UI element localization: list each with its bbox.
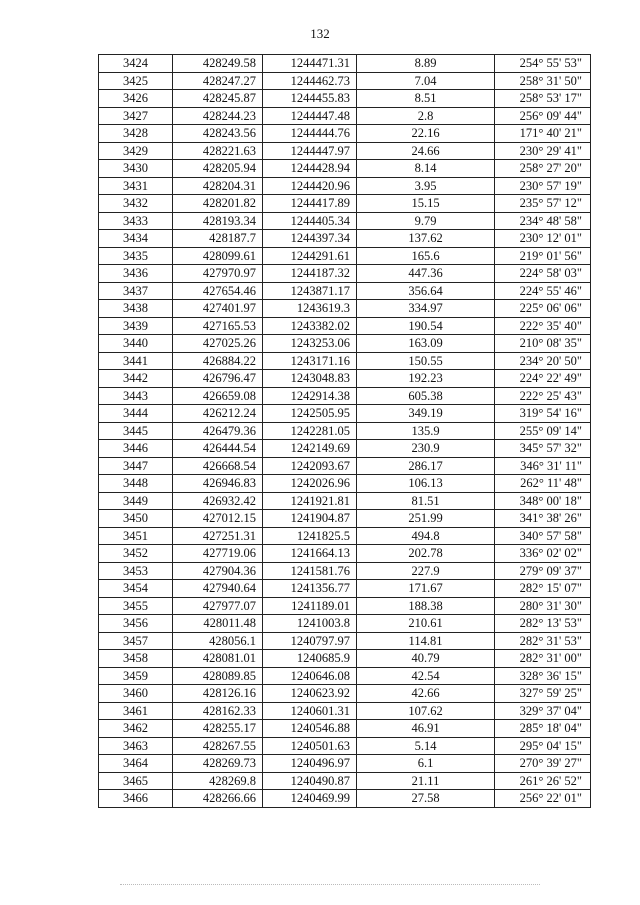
cell-distance: 5.14 [357, 737, 495, 755]
cell-bearing: 222° 35' 40" [495, 317, 591, 335]
cell-y-coordinate: 1243619.3 [263, 300, 357, 318]
cell-y-coordinate: 1241189.01 [263, 597, 357, 615]
table-row [99, 300, 591, 318]
cell-point-number: 3462 [99, 720, 173, 738]
cell-y-coordinate: 1243253.06 [263, 335, 357, 353]
table-row [99, 72, 591, 90]
cell-bearing: 254° 55' 53" [495, 55, 591, 73]
table-row [99, 387, 591, 405]
cell-bearing: 256° 09' 44" [495, 107, 591, 125]
cell-bearing: 224° 22' 49" [495, 370, 591, 388]
cell-bearing: 329° 37' 04" [495, 702, 591, 720]
cell-y-coordinate: 1244444.76 [263, 125, 357, 143]
cell-x-coordinate: 427977.07 [173, 597, 263, 615]
cell-distance: 605.38 [357, 387, 495, 405]
cell-distance: 227.9 [357, 562, 495, 580]
cell-bearing: 258° 31' 50" [495, 72, 591, 90]
cell-x-coordinate: 428245.87 [173, 90, 263, 108]
cell-distance: 2.8 [357, 107, 495, 125]
cell-x-coordinate: 428243.56 [173, 125, 263, 143]
cell-distance: 165.6 [357, 247, 495, 265]
cell-x-coordinate: 428201.82 [173, 195, 263, 213]
cell-point-number: 3425 [99, 72, 173, 90]
cell-distance: 251.99 [357, 510, 495, 528]
cell-y-coordinate: 1243382.02 [263, 317, 357, 335]
cell-point-number: 3452 [99, 545, 173, 563]
table-row [99, 527, 591, 545]
cell-bearing: 345° 57' 32" [495, 440, 591, 458]
table-row [99, 177, 591, 195]
cell-bearing: 336° 02' 02" [495, 545, 591, 563]
cell-point-number: 3439 [99, 317, 173, 335]
cell-x-coordinate: 426444.54 [173, 440, 263, 458]
cell-x-coordinate: 427012.15 [173, 510, 263, 528]
cell-x-coordinate: 427165.53 [173, 317, 263, 335]
cell-x-coordinate: 428221.63 [173, 142, 263, 160]
cell-y-coordinate: 1240646.08 [263, 667, 357, 685]
cell-y-coordinate: 1244447.48 [263, 107, 357, 125]
cell-bearing: 261° 26' 52" [495, 772, 591, 790]
cell-x-coordinate: 427025.26 [173, 335, 263, 353]
table-row [99, 405, 591, 423]
cell-y-coordinate: 1242281.05 [263, 422, 357, 440]
cell-x-coordinate: 426932.42 [173, 492, 263, 510]
cell-x-coordinate: 428255.17 [173, 720, 263, 738]
cell-y-coordinate: 1242914.38 [263, 387, 357, 405]
page-number: 132 [310, 26, 330, 41]
cell-point-number: 3445 [99, 422, 173, 440]
cell-x-coordinate: 427940.64 [173, 580, 263, 598]
cell-bearing: 282° 31' 00" [495, 650, 591, 668]
cell-x-coordinate: 426946.83 [173, 475, 263, 493]
table-row [99, 737, 591, 755]
cell-bearing: 258° 53' 17" [495, 90, 591, 108]
table-row [99, 107, 591, 125]
table-row [99, 335, 591, 353]
cell-point-number: 3426 [99, 90, 173, 108]
table-row [99, 702, 591, 720]
cell-bearing: 235° 57' 12" [495, 195, 591, 213]
cell-distance: 42.54 [357, 667, 495, 685]
cell-y-coordinate: 1244397.34 [263, 230, 357, 248]
cell-bearing: 234° 20' 50" [495, 352, 591, 370]
cell-point-number: 3450 [99, 510, 173, 528]
table-row [99, 790, 591, 808]
cell-distance: 106.13 [357, 475, 495, 493]
cell-y-coordinate: 1243871.17 [263, 282, 357, 300]
cell-x-coordinate: 428081.01 [173, 650, 263, 668]
cell-bearing: 270° 39' 27" [495, 755, 591, 773]
cell-bearing: 328° 36' 15" [495, 667, 591, 685]
cell-y-coordinate: 1240797.97 [263, 632, 357, 650]
cell-point-number: 3443 [99, 387, 173, 405]
cell-x-coordinate: 428126.16 [173, 685, 263, 703]
cell-point-number: 3435 [99, 247, 173, 265]
cell-distance: 135.9 [357, 422, 495, 440]
cell-bearing: 279° 09' 37" [495, 562, 591, 580]
cell-distance: 286.17 [357, 457, 495, 475]
cell-x-coordinate: 427719.06 [173, 545, 263, 563]
cell-point-number: 3466 [99, 790, 173, 808]
cell-point-number: 3463 [99, 737, 173, 755]
cell-distance: 42.66 [357, 685, 495, 703]
cell-y-coordinate: 1242026.96 [263, 475, 357, 493]
cell-y-coordinate: 1244405.34 [263, 212, 357, 230]
cell-y-coordinate: 1241356.77 [263, 580, 357, 598]
cell-distance: 114.81 [357, 632, 495, 650]
table-row [99, 562, 591, 580]
cell-point-number: 3456 [99, 615, 173, 633]
cell-point-number: 3457 [99, 632, 173, 650]
table-row [99, 597, 591, 615]
cell-y-coordinate: 1241904.87 [263, 510, 357, 528]
table-row [99, 667, 591, 685]
cell-x-coordinate: 427251.31 [173, 527, 263, 545]
table-row [99, 755, 591, 773]
cell-point-number: 3440 [99, 335, 173, 353]
cell-point-number: 3444 [99, 405, 173, 423]
cell-distance: 163.09 [357, 335, 495, 353]
cell-y-coordinate: 1242093.67 [263, 457, 357, 475]
cell-x-coordinate: 428099.61 [173, 247, 263, 265]
cell-bearing: 341° 38' 26" [495, 510, 591, 528]
cell-point-number: 3446 [99, 440, 173, 458]
table-row [99, 282, 591, 300]
cell-distance: 22.16 [357, 125, 495, 143]
cell-distance: 150.55 [357, 352, 495, 370]
cell-x-coordinate: 427401.97 [173, 300, 263, 318]
cell-point-number: 3461 [99, 702, 173, 720]
cell-x-coordinate: 426796.47 [173, 370, 263, 388]
cell-point-number: 3431 [99, 177, 173, 195]
cell-x-coordinate: 428011.48 [173, 615, 263, 633]
cell-x-coordinate: 426479.36 [173, 422, 263, 440]
cell-distance: 210.61 [357, 615, 495, 633]
table-row [99, 615, 591, 633]
cell-x-coordinate: 428267.55 [173, 737, 263, 755]
table-row [99, 160, 591, 178]
cell-bearing: 285° 18' 04" [495, 720, 591, 738]
cell-y-coordinate: 1244291.61 [263, 247, 357, 265]
cell-distance: 171.67 [357, 580, 495, 598]
cell-distance: 190.54 [357, 317, 495, 335]
cell-y-coordinate: 1244455.83 [263, 90, 357, 108]
coordinates-table-body [99, 55, 591, 808]
cell-distance: 27.58 [357, 790, 495, 808]
cell-bearing: 348° 00' 18" [495, 492, 591, 510]
cell-x-coordinate: 428266.66 [173, 790, 263, 808]
cell-distance: 356.64 [357, 282, 495, 300]
cell-y-coordinate: 1240623.92 [263, 685, 357, 703]
cell-x-coordinate: 426212.24 [173, 405, 263, 423]
cell-distance: 8.89 [357, 55, 495, 73]
cell-distance: 9.79 [357, 212, 495, 230]
cell-point-number: 3442 [99, 370, 173, 388]
cell-x-coordinate: 428247.27 [173, 72, 263, 90]
cell-point-number: 3454 [99, 580, 173, 598]
cell-bearing: 280° 31' 30" [495, 597, 591, 615]
cell-distance: 24.66 [357, 142, 495, 160]
cell-point-number: 3428 [99, 125, 173, 143]
cell-distance: 81.51 [357, 492, 495, 510]
cell-y-coordinate: 1242505.95 [263, 405, 357, 423]
table-row [99, 475, 591, 493]
cell-bearing: 219° 01' 56" [495, 247, 591, 265]
cell-bearing: 340° 57' 58" [495, 527, 591, 545]
cell-x-coordinate: 428244.23 [173, 107, 263, 125]
cell-distance: 349.19 [357, 405, 495, 423]
cell-y-coordinate: 1241921.81 [263, 492, 357, 510]
cell-y-coordinate: 1244420.96 [263, 177, 357, 195]
table-row [99, 370, 591, 388]
cell-point-number: 3434 [99, 230, 173, 248]
cell-point-number: 3459 [99, 667, 173, 685]
cell-x-coordinate: 427970.97 [173, 265, 263, 283]
cell-x-coordinate: 428187.7 [173, 230, 263, 248]
cell-bearing: 262° 11' 48" [495, 475, 591, 493]
cell-bearing: 295° 04' 15" [495, 737, 591, 755]
cell-point-number: 3437 [99, 282, 173, 300]
table-row [99, 352, 591, 370]
cell-bearing: 256° 22' 01" [495, 790, 591, 808]
cell-point-number: 3432 [99, 195, 173, 213]
table-row [99, 440, 591, 458]
cell-x-coordinate: 428269.73 [173, 755, 263, 773]
cell-point-number: 3436 [99, 265, 173, 283]
cell-distance: 8.51 [357, 90, 495, 108]
cell-distance: 230.9 [357, 440, 495, 458]
cell-x-coordinate: 428089.85 [173, 667, 263, 685]
cell-bearing: 282° 31' 53" [495, 632, 591, 650]
coordinates-table [98, 54, 591, 808]
cell-point-number: 3430 [99, 160, 173, 178]
cell-point-number: 3464 [99, 755, 173, 773]
cell-distance: 202.78 [357, 545, 495, 563]
cell-distance: 447.36 [357, 265, 495, 283]
cell-point-number: 3433 [99, 212, 173, 230]
cell-point-number: 3438 [99, 300, 173, 318]
cell-bearing: 319° 54' 16" [495, 405, 591, 423]
cell-bearing: 225° 06' 06" [495, 300, 591, 318]
cell-y-coordinate: 1244187.32 [263, 265, 357, 283]
cell-y-coordinate: 1240469.99 [263, 790, 357, 808]
cell-bearing: 224° 58' 03" [495, 265, 591, 283]
cell-point-number: 3465 [99, 772, 173, 790]
cell-point-number: 3429 [99, 142, 173, 160]
cell-x-coordinate: 428249.58 [173, 55, 263, 73]
table-row [99, 90, 591, 108]
table-row [99, 422, 591, 440]
cell-y-coordinate: 1244471.31 [263, 55, 357, 73]
cell-y-coordinate: 1244417.89 [263, 195, 357, 213]
cell-distance: 7.04 [357, 72, 495, 90]
cell-x-coordinate: 426668.54 [173, 457, 263, 475]
table-row [99, 632, 591, 650]
cell-point-number: 3441 [99, 352, 173, 370]
table-row [99, 265, 591, 283]
cell-x-coordinate: 427904.36 [173, 562, 263, 580]
table-row [99, 492, 591, 510]
cell-distance: 494.8 [357, 527, 495, 545]
table-row [99, 457, 591, 475]
cell-distance: 3.95 [357, 177, 495, 195]
cell-y-coordinate: 1241664.13 [263, 545, 357, 563]
table-row [99, 720, 591, 738]
table-row [99, 230, 591, 248]
cell-y-coordinate: 1244462.73 [263, 72, 357, 90]
cell-bearing: 224° 55' 46" [495, 282, 591, 300]
cell-distance: 334.97 [357, 300, 495, 318]
table-row [99, 55, 591, 73]
table-row [99, 247, 591, 265]
cell-x-coordinate: 428056.1 [173, 632, 263, 650]
cell-point-number: 3448 [99, 475, 173, 493]
cell-point-number: 3458 [99, 650, 173, 668]
cell-distance: 188.38 [357, 597, 495, 615]
cell-bearing: 222° 25' 43" [495, 387, 591, 405]
table-row [99, 510, 591, 528]
cell-x-coordinate: 428193.34 [173, 212, 263, 230]
cell-bearing: 346° 31' 11" [495, 457, 591, 475]
table-row [99, 545, 591, 563]
footer-dotted-line [120, 884, 540, 887]
cell-point-number: 3451 [99, 527, 173, 545]
table-row [99, 195, 591, 213]
cell-point-number: 3453 [99, 562, 173, 580]
cell-x-coordinate: 426884.22 [173, 352, 263, 370]
cell-point-number: 3460 [99, 685, 173, 703]
table-row [99, 685, 591, 703]
cell-x-coordinate: 428269.8 [173, 772, 263, 790]
table-row [99, 125, 591, 143]
table-row [99, 317, 591, 335]
cell-distance: 8.14 [357, 160, 495, 178]
cell-y-coordinate: 1241003.8 [263, 615, 357, 633]
cell-bearing: 210° 08' 35" [495, 335, 591, 353]
cell-bearing: 171° 40' 21" [495, 125, 591, 143]
cell-distance: 21.11 [357, 772, 495, 790]
cell-bearing: 282° 15' 07" [495, 580, 591, 598]
cell-bearing: 258° 27' 20" [495, 160, 591, 178]
cell-y-coordinate: 1242149.69 [263, 440, 357, 458]
cell-y-coordinate: 1240685.9 [263, 650, 357, 668]
cell-y-coordinate: 1240496.97 [263, 755, 357, 773]
cell-bearing: 327° 59' 25" [495, 685, 591, 703]
cell-distance: 107.62 [357, 702, 495, 720]
cell-point-number: 3424 [99, 55, 173, 73]
cell-distance: 46.91 [357, 720, 495, 738]
table-row [99, 772, 591, 790]
cell-x-coordinate: 428205.94 [173, 160, 263, 178]
cell-y-coordinate: 1244447.97 [263, 142, 357, 160]
cell-x-coordinate: 426659.08 [173, 387, 263, 405]
cell-point-number: 3449 [99, 492, 173, 510]
cell-bearing: 230° 29' 41" [495, 142, 591, 160]
cell-distance: 192.23 [357, 370, 495, 388]
cell-y-coordinate: 1240490.87 [263, 772, 357, 790]
cell-bearing: 230° 12' 01" [495, 230, 591, 248]
cell-distance: 137.62 [357, 230, 495, 248]
table-row [99, 212, 591, 230]
cell-y-coordinate: 1241581.76 [263, 562, 357, 580]
cell-point-number: 3427 [99, 107, 173, 125]
cell-y-coordinate: 1240501.63 [263, 737, 357, 755]
cell-y-coordinate: 1243171.16 [263, 352, 357, 370]
cell-bearing: 282° 13' 53" [495, 615, 591, 633]
cell-bearing: 255° 09' 14" [495, 422, 591, 440]
cell-distance: 6.1 [357, 755, 495, 773]
cell-point-number: 3455 [99, 597, 173, 615]
cell-y-coordinate: 1244428.94 [263, 160, 357, 178]
cell-x-coordinate: 427654.46 [173, 282, 263, 300]
cell-y-coordinate: 1240546.88 [263, 720, 357, 738]
table-row [99, 580, 591, 598]
table-row [99, 650, 591, 668]
cell-y-coordinate: 1243048.83 [263, 370, 357, 388]
cell-y-coordinate: 1241825.5 [263, 527, 357, 545]
cell-bearing: 234° 48' 58" [495, 212, 591, 230]
cell-distance: 15.15 [357, 195, 495, 213]
cell-point-number: 3447 [99, 457, 173, 475]
cell-distance: 40.79 [357, 650, 495, 668]
cell-x-coordinate: 428204.31 [173, 177, 263, 195]
cell-bearing: 230° 57' 19" [495, 177, 591, 195]
cell-y-coordinate: 1240601.31 [263, 702, 357, 720]
table-row [99, 142, 591, 160]
cell-x-coordinate: 428162.33 [173, 702, 263, 720]
